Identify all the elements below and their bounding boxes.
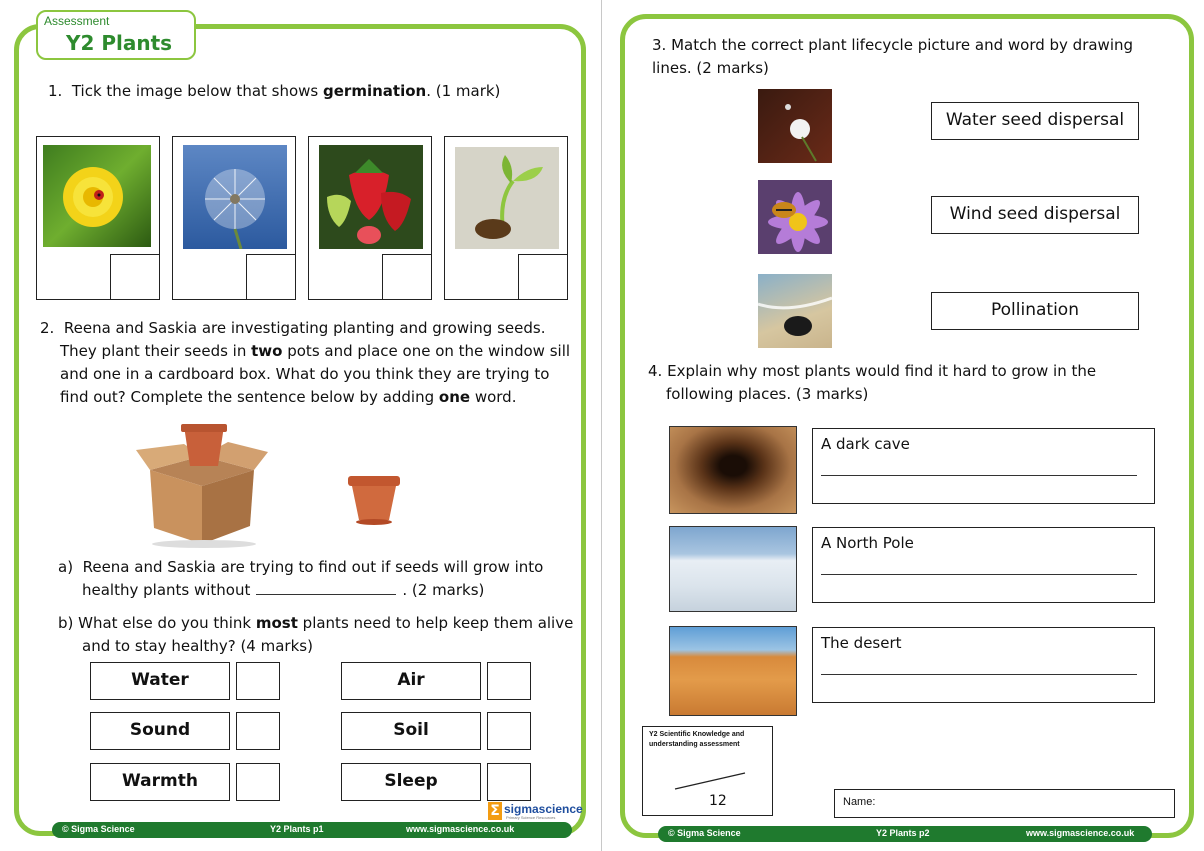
- q2b-line-2: and to stay healthy? (4 marks): [82, 637, 313, 655]
- q2b-pre: What else do you think: [78, 614, 256, 632]
- q2-number: 2.: [40, 319, 55, 337]
- strawberries-image: [319, 145, 423, 249]
- q2-line-2-pre: They plant their seeds in: [60, 342, 252, 360]
- q3-line-1: [652, 34, 1182, 57]
- q2a-text: Reena and Saskia are trying to find out if seeds will grow into: [82, 558, 544, 576]
- flower-pot-illustration: [346, 474, 402, 526]
- q4-line-1: [648, 360, 1178, 383]
- question-3: [652, 34, 1182, 80]
- q2-part-b: [58, 612, 578, 658]
- option-sound: Sound: [90, 712, 230, 750]
- q2-line-4-bold: one: [438, 388, 471, 406]
- q2b-line-1: [58, 612, 578, 635]
- q2a-line-2: [58, 579, 578, 602]
- footer-website-link-p2[interactable]: www.sigmascience.co.uk: [1026, 828, 1135, 838]
- bee-on-flower-icon: [758, 180, 832, 254]
- q4-text: Explain why most plants would find it hard to grow in the: [667, 362, 1097, 380]
- strawberry-icon: [319, 145, 423, 249]
- q3-label-water-seed-dispersal[interactable]: Water seed dispersal: [931, 102, 1139, 140]
- dandelion-seed-icon: [758, 89, 832, 163]
- footer-page2: [658, 826, 1152, 842]
- q2b-label: b): [58, 614, 74, 632]
- q1-bold: germination: [323, 82, 427, 100]
- option-warmth-tick-box[interactable]: [236, 763, 280, 801]
- score-box-title-2: understanding assessment: [649, 741, 740, 748]
- footer-page-label: Y2 Plants p1: [270, 824, 324, 834]
- option-air-tick-box[interactable]: [487, 662, 531, 700]
- q1-card-dandelion-flower: [36, 136, 160, 300]
- q2-line-3: and one in a cardboard box. What do you think they are trying to: [60, 365, 550, 383]
- q1-tick-box-1[interactable]: [110, 254, 160, 300]
- name-label: Name:: [843, 796, 876, 808]
- page-divider: [601, 0, 602, 851]
- header-kicker: Assessment: [44, 14, 110, 28]
- dandelion-flower-image: [43, 145, 151, 247]
- footer-copyright: © Sigma Science: [62, 824, 135, 834]
- option-soil: Soil: [341, 712, 481, 750]
- q3-image-dandelion-seed[interactable]: [758, 89, 832, 163]
- option-sleep: Sleep: [341, 763, 481, 801]
- cardboard-box-illustration: [132, 420, 272, 548]
- q3-image-coconut-on-beach[interactable]: [758, 274, 832, 348]
- question-4: [648, 360, 1178, 406]
- q3-label-pollination[interactable]: Pollination: [931, 292, 1139, 330]
- q2-line-2-bold: two: [251, 342, 283, 360]
- question-2: [40, 317, 580, 409]
- q1-card-dandelion-seed-head: [172, 136, 296, 300]
- score-box: [642, 726, 773, 816]
- q4-answer-box-north-pole: [812, 527, 1155, 603]
- footer-page1: [52, 822, 572, 838]
- option-sleep-tick-box[interactable]: [487, 763, 531, 801]
- q4-place-north-pole: A North Pole: [821, 534, 914, 552]
- seed-head-icon: [183, 145, 287, 249]
- q2a-answer-blank[interactable]: [256, 580, 396, 595]
- footer-page-label-p2: Y2 Plants p2: [876, 828, 930, 838]
- q1-text: Tick the image below that shows: [71, 82, 324, 100]
- option-water: Water: [90, 662, 230, 700]
- option-air: Air: [341, 662, 481, 700]
- page-title: Y2 Plants: [66, 31, 173, 55]
- q3-label-wind-seed-dispersal[interactable]: Wind seed dispersal: [931, 196, 1139, 234]
- q4-place-cave: A dark cave: [821, 435, 910, 453]
- footer-copyright-p2: © Sigma Science: [668, 828, 741, 838]
- q2-line-2: [40, 340, 580, 363]
- q2-line-4-post: word.: [470, 388, 517, 406]
- q3-line-2: lines. (2 marks): [652, 59, 769, 77]
- question-1: [48, 80, 500, 103]
- q1-tick-box-4[interactable]: [518, 254, 568, 300]
- q3-image-bee-on-flower[interactable]: [758, 180, 832, 254]
- q4-image-desert: [669, 626, 797, 716]
- q2-part-a: [58, 556, 578, 602]
- q2-line-4-pre: find out? Complete the sentence below by adding: [60, 388, 439, 406]
- coconut-icon: [758, 274, 832, 348]
- name-field[interactable]: [834, 789, 1175, 818]
- q4-answer-box-cave: [812, 428, 1155, 504]
- option-water-tick-box[interactable]: [236, 662, 280, 700]
- score-box-title-1: Y2 Scientific Knowledge and: [649, 731, 745, 738]
- q1-number: 1.: [48, 82, 63, 100]
- q4-place-desert: The desert: [821, 634, 902, 652]
- q2b-bold: most: [255, 614, 298, 632]
- flower-pot-icon: [346, 474, 402, 526]
- q3-text: Match the correct plant lifecycle picture and word by drawing: [671, 36, 1134, 54]
- q1-tick-box-3[interactable]: [382, 254, 432, 300]
- q4-answer-line-cave[interactable]: [821, 475, 1137, 476]
- logo-text: sigmascience: [504, 802, 583, 816]
- q2-line-4: [40, 386, 580, 409]
- option-soil-tick-box[interactable]: [487, 712, 531, 750]
- q4-number: 4.: [648, 362, 663, 380]
- option-sound-tick-box[interactable]: [236, 712, 280, 750]
- q3-number: 3.: [652, 36, 667, 54]
- q1-marks: . (1 mark): [426, 82, 501, 100]
- footer-website-link[interactable]: www.sigmascience.co.uk: [406, 824, 515, 834]
- q2a-line-1: [58, 556, 578, 579]
- q2a-marks: . (2 marks): [402, 581, 485, 599]
- q4-image-cave: [669, 426, 797, 514]
- q4-answer-line-north-pole[interactable]: [821, 574, 1137, 575]
- q2a-label: a): [58, 558, 74, 576]
- q2-line-2-post: pots and place one on the window sill: [282, 342, 571, 360]
- q4-answer-box-desert: [812, 627, 1155, 703]
- q4-line-2: following places. (3 marks): [666, 385, 869, 403]
- sigma-logo-icon: Σ: [488, 802, 502, 820]
- q4-answer-line-desert[interactable]: [821, 674, 1137, 675]
- logo-tagline: Primary Science Resources: [506, 815, 556, 820]
- q4-image-north-pole: [669, 526, 797, 612]
- dandelion-seed-head-image: [183, 145, 287, 249]
- score-slash-icon: [673, 769, 747, 793]
- option-warmth: Warmth: [90, 763, 230, 801]
- cardboard-box-icon: [132, 420, 272, 548]
- q2b-post: plants need to help keep them alive: [297, 614, 574, 632]
- header-tab: [36, 10, 196, 60]
- score-total: 12: [709, 793, 727, 809]
- seedling-icon: [455, 147, 559, 249]
- dandelion-flower-icon: [43, 145, 151, 247]
- q2-line-1-text: Reena and Saskia are investigating planting and growing seeds.: [63, 319, 546, 337]
- q2a-line-2-pre: healthy plants without: [82, 581, 251, 599]
- q1-card-strawberries: [308, 136, 432, 300]
- q2-line-1: [40, 317, 580, 340]
- q1-tick-box-2[interactable]: [246, 254, 296, 300]
- germinating-seed-image: [455, 147, 559, 249]
- sigma-science-logo: [488, 802, 583, 822]
- q1-card-germinating-seed: [444, 136, 568, 300]
